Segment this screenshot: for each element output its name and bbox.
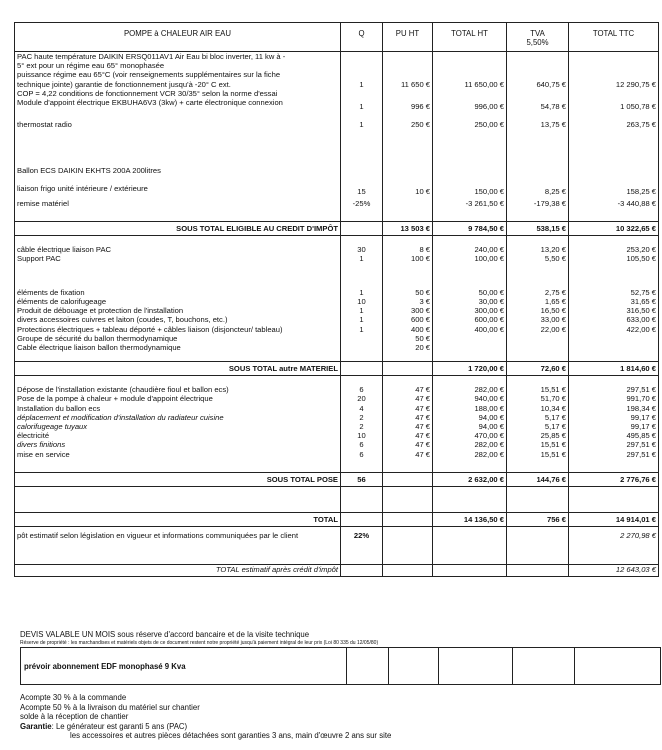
material-total-ht: 300,00 € [433,306,507,315]
labour-quantity: 6 [341,385,383,394]
material-tva: 22,00 € [507,325,569,334]
labour-total-ttc: 991,70 € [569,394,659,403]
labour-row [15,394,659,403]
labour-quantity: 6 [341,440,383,449]
material-row [15,288,659,297]
labour-label: calorifugeage tuyaux [15,422,341,431]
material-unit-price: 50 € [383,334,433,343]
material-quantity: 1 [341,306,383,315]
table-row: liaison frigo unité intérieure / extérieure 15 10 € 150,00 € 8,25 € 158,25 € [15,184,659,199]
labour-row [15,431,659,440]
material-row [15,343,659,352]
material-tva: 2,75 € [507,288,569,297]
material-row [15,297,659,306]
labour-unit-price: 47 € [383,450,433,459]
table-header-row [15,23,659,52]
material-total-ttc: 316,50 € [569,306,659,315]
property-reserve: Réserve de propriété : les marchandises et matériels objets de ce document restent notre propriété jusqu'à paiement intégral de leur prix (Loi 80 335 du 12/05/80) [20,640,379,646]
table-row: remise matériel -25% -3 261,50 € -179,38 € -3 440,88 € [15,199,659,221]
labour-label: déplacement et modification d'installation du radiateur cuisine [15,413,341,422]
labour-row [15,422,659,431]
labour-unit-price: 47 € [383,413,433,422]
labour-tva: 51,70 € [507,394,569,403]
material-row [15,315,659,324]
labour-label: Dépose de l'installation existante (chaudière fioul et ballon ecs) [15,385,341,394]
materials-list [15,288,659,352]
material-quantity: 10 [341,297,383,306]
labour-unit-price: 47 € [383,440,433,449]
material-tva: 16,50 € [507,306,569,315]
material-tva: 33,00 € [507,315,569,324]
warranty-details: les accessoires et autres pièces détachées sont garanties 3 ans, main d'œuvre 2 ans sur site [70,731,392,741]
table-row: Ballon ECS DAIKIN EKHTS 200A 200litres [15,166,659,184]
labour-unit-price: 47 € [383,394,433,403]
material-quantity: 1 [341,325,383,334]
quote-table [14,22,659,577]
labour-total-ht: 188,00 € [433,404,507,413]
header-quantity: Q [341,23,383,52]
material-tva [507,343,569,352]
material-total-ht: 400,00 € [433,325,507,334]
material-total-ttc [569,343,659,352]
subscription-note: prévoir abonnement EDF monophasé 9 Kva [21,648,347,685]
material-total-ttc: 52,75 € [569,288,659,297]
material-unit-price: 400 € [383,325,433,334]
labour-total-ht: 94,00 € [433,422,507,431]
material-quantity [341,334,383,343]
labour-quantity: 2 [341,422,383,431]
labour-quantity: 4 [341,404,383,413]
material-tva [507,334,569,343]
labour-row [15,413,659,422]
labour-row [15,440,659,449]
labour-label: électricité [15,431,341,440]
material-total-ttc [569,334,659,343]
subtotal-eligible-row: SOUS TOTAL ELIGIBLE AU CREDIT D'IMPÔT 13 503 € 9 784,50 € 538,15 € 10 322,65 € [15,221,659,235]
labour-total-ht: 94,00 € [433,413,507,422]
material-label: Groupe de sécurité du ballon thermodynamique [15,334,341,343]
tax-credit-row: pôt estimatif selon législation en vigueur et informations communiquées par le client 22% 2 270,98 € [15,527,659,549]
material-total-ht [433,334,507,343]
header-unit-price: PU HT [383,23,433,52]
labour-tva: 15,51 € [507,440,569,449]
material-label: éléments de fixation [15,288,341,297]
deposit-1: Acompte 30 % à la commande [20,693,127,702]
quote-sheet [14,22,658,577]
table-row: thermostat radio 1 250 € 250,00 € 13,75 € 263,75 € [15,120,659,166]
header-description: POMPE à CHALEUR AIR EAU [15,23,341,52]
labour-row [15,450,659,459]
material-quantity [341,343,383,352]
labour-label: divers finitions [15,440,341,449]
material-label: éléments de calorifugeage [15,297,341,306]
labour-unit-price: 47 € [383,431,433,440]
header-total-ttc: TOTAL TTC [569,23,659,52]
labour-label: Installation du ballon ecs [15,404,341,413]
material-label: Produit de débouage et protection de l'installation [15,306,341,315]
total-row: TOTAL 14 136,50 € 756 € 14 914,01 € [15,513,659,527]
balance-note: solde à la réception de chantier [20,712,129,722]
material-total-ht [433,343,507,352]
material-row [15,306,659,315]
header-tva-rate: 5,50% [526,38,549,48]
net-total-row: TOTAL estimatif après crédit d'impôt 12 643,03 € [15,565,659,577]
subscription-box [20,647,661,685]
labour-unit-price: 47 € [383,422,433,431]
material-label: divers accessoires cuivres et laiton (coudes, T, bouchons, etc.) [15,315,341,324]
material-total-ht: 50,00 € [433,288,507,297]
material-row [15,325,659,334]
labour-unit-price: 47 € [383,385,433,394]
labour-total-ttc: 297,51 € [569,450,659,459]
labour-total-ttc: 297,51 € [569,385,659,394]
warranty-line: Garantie: Le générateur est garanti 5 ans (PAC) [20,721,188,731]
labour-row [15,385,659,394]
material-total-ht: 30,00 € [433,297,507,306]
header-total-ht: TOTAL HT [433,23,507,52]
labour-label: Pose de la pompe à chaleur + module d'appoint électrique [15,394,341,403]
material-total-ttc: 31,65 € [569,297,659,306]
material-label: Protections électriques + tableau déporté + câbles liaison (disjoncteur/ tableau) [15,325,341,334]
material-unit-price: 300 € [383,306,433,315]
labour-tva: 5,17 € [507,422,569,431]
table-row: Support PAC 1 100 € 100,00 € 5,50 € 105,50 € [15,254,659,288]
pac-description: PAC haute température DAIKIN ERSQ011AV1 Air Eau bi bloc inverter, 11 kw à - 5° ext pour un régime eau 65° monophasée puissance régime eau 65°C (voir renseignements supplémentaires sur la fiche technique jointe) garantie de fonctionnement jusqu'à -20° C ext. COP = 4,22 conditions de fonctionnement VCR 30/35° selon la norme d'essai [15,52,341,99]
material-quantity: 1 [341,288,383,297]
material-unit-price: 600 € [383,315,433,324]
deposit-2: Acompte 50 % à la livraison du matériel sur chantier [20,702,200,712]
labour-tva: 5,17 € [507,413,569,422]
labour-total-ttc: 99,17 € [569,413,659,422]
table-row: Module d'appoint électrique EKBUHA6V3 (3kw) + carte électronique connexion 1 996 € 996,00 € 54,78 € 1 050,78 € [15,98,659,120]
subtotal-other-material-row: SOUS TOTAL autre MATERIEL 1 720,00 € 72,60 € 1 814,60 € [15,362,659,376]
labour-quantity: 20 [341,394,383,403]
labour-total-ht: 282,00 € [433,385,507,394]
labour-total-ht: 282,00 € [433,440,507,449]
labour-quantity: 6 [341,450,383,459]
material-tva: 1,65 € [507,297,569,306]
labour-label: mise en service [15,450,341,459]
labour-tva: 25,85 € [507,431,569,440]
labour-tva: 10,34 € [507,404,569,413]
labour-list [15,385,659,459]
payment-terms [20,693,660,741]
labour-total-ttc: 297,51 € [569,440,659,449]
labour-total-ttc: 495,85 € [569,431,659,440]
labour-tva: 15,51 € [507,450,569,459]
labour-row [15,404,659,413]
material-unit-price: 50 € [383,288,433,297]
subtotal-installation-row: SOUS TOTAL POSE 56 2 632,00 € 144,76 € 2 776,76 € [15,473,659,487]
labour-total-ttc: 198,34 € [569,404,659,413]
table-row: câble électrique liaison PAC 30 8 € 240,00 € 13,20 € 253,20 € [15,245,659,254]
table-row: PAC haute température DAIKIN ERSQ011AV1 Air Eau bi bloc inverter, 11 kw à - 5° ext pour un régime eau 65° monophasée puissance régime eau 65°C (voir renseignements supplémentaires sur la fiche technique jointe) garantie de fonctionnement jusqu'à -20° C ext. COP = 4,22 conditions de fonctionnement VCR 30/35° selon la norme d'essai 1 11 650 € 11 650,00 € 640,75 € 12 290,75 € [15,52,659,99]
labour-quantity: 2 [341,413,383,422]
header-tva: TVA 5,50% [507,23,569,52]
validity-note: DEVIS VALABLE UN MOIS sous réserve d'accord bancaire et de la visite technique [20,630,310,639]
material-label: Cable électrique liaison ballon thermodynamique [15,343,341,352]
labour-total-ht: 470,00 € [433,431,507,440]
labour-quantity: 10 [341,431,383,440]
material-total-ttc: 633,00 € [569,315,659,324]
labour-unit-price: 47 € [383,404,433,413]
material-row [15,334,659,343]
labour-total-ht: 940,00 € [433,394,507,403]
material-total-ht: 600,00 € [433,315,507,324]
material-quantity: 1 [341,315,383,324]
labour-tva: 15,51 € [507,385,569,394]
material-total-ttc: 422,00 € [569,325,659,334]
labour-total-ttc: 99,17 € [569,422,659,431]
material-unit-price: 3 € [383,297,433,306]
material-unit-price: 20 € [383,343,433,352]
labour-total-ht: 282,00 € [433,450,507,459]
